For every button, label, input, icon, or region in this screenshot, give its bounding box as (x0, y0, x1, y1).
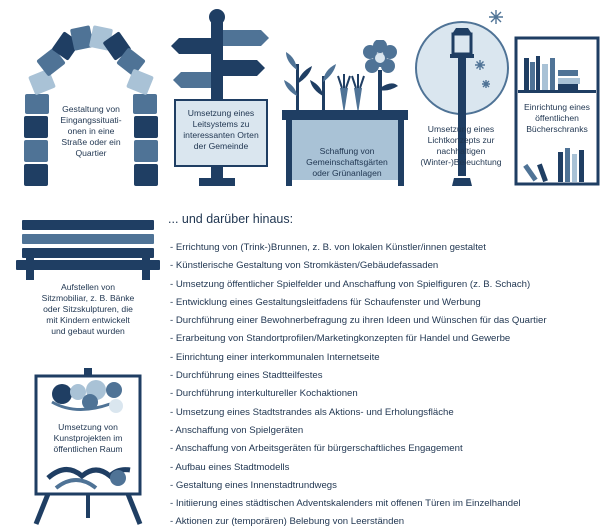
measures-list (170, 239, 547, 532)
list-item: - Entwicklung eines Gestaltungsleitfadens für Schaufenster und Werbung (170, 296, 481, 308)
list-item: - Durchführung einer Bewohnerbefragung zu ihren Ideen und Wünschen für das Quartier (170, 315, 547, 327)
list-item: - Umsetzung eines Stadtstrandes als Aktions- und Erholungsfläche (170, 406, 454, 418)
caption-bookcase: Einrichtung eines öffentlichen Bücherschranks (524, 102, 590, 134)
list-item: - Künstlerische Gestaltung von Stromkästen/Gebäudefassaden (170, 260, 439, 272)
list-item: - Aufbau eines Stadtmodells (170, 461, 290, 473)
caption-bench: Aufstellen von Sitzmobiliar, z. B. Bänke oder Sitzskulpturen, die mit Kindern entwickelt und gebaut wurden (41, 282, 135, 336)
list-item: - Aktionen zur (temporären) Belebung von Leerständen (170, 516, 405, 528)
list-item: - Erarbeitung von Standortprofilen/Marketingkonzepten für Handel und Gewerbe (170, 333, 511, 345)
list-item: - Durchführung interkultureller Kochaktionen (170, 388, 358, 400)
list-item: - Einrichtung einer interkommunalen Internetseite (170, 351, 380, 363)
list-item: - Anschaffung von Arbeitsgeräten für bürgerschaftliches Engagement (170, 443, 463, 455)
bench-icon (16, 214, 162, 280)
more-heading: ... und darüber hinaus: (168, 212, 294, 226)
list-item: - Anschaffung von Spielgeräten (170, 424, 304, 436)
list-item: - Umsetzung öffentlicher Spielfelder und Anschaffung von Spielfiguren (z. B. Schach) (170, 278, 531, 290)
list-item: - Errichtung von (Trink-)Brunnen, z. B. von lokalen Künstler/innen gestaltet (170, 242, 486, 253)
caption-arch: Gestaltung von Eingangssituati- onen in eine Straße oder ein Quartier (60, 104, 122, 158)
caption-easel: Umsetzung von Kunstprojekten im öffentlichen Raum (53, 422, 123, 454)
caption-garden: Schaffung von Gemeinschaftsgärten oder Grünanlagen (306, 146, 388, 178)
caption-signpost: Umsetzung eines Leitsystems zu interessanten Orten der Gemeinde (183, 108, 259, 151)
list-item: - Durchführung eines Stadtteilfestes (170, 370, 323, 382)
list-item: - Initiierung eines städtischen Adventskalenders mit offenen Türen im Einzelhandel (170, 498, 521, 510)
signpost-icon (165, 8, 275, 188)
caption-lamp: Umsetzung eines Lichtkonzepts zur nachhaltigen (Winter-)Beleuchtung (420, 124, 502, 167)
list-item: - Gestaltung eines Innenstadtrundwegs (170, 479, 337, 491)
